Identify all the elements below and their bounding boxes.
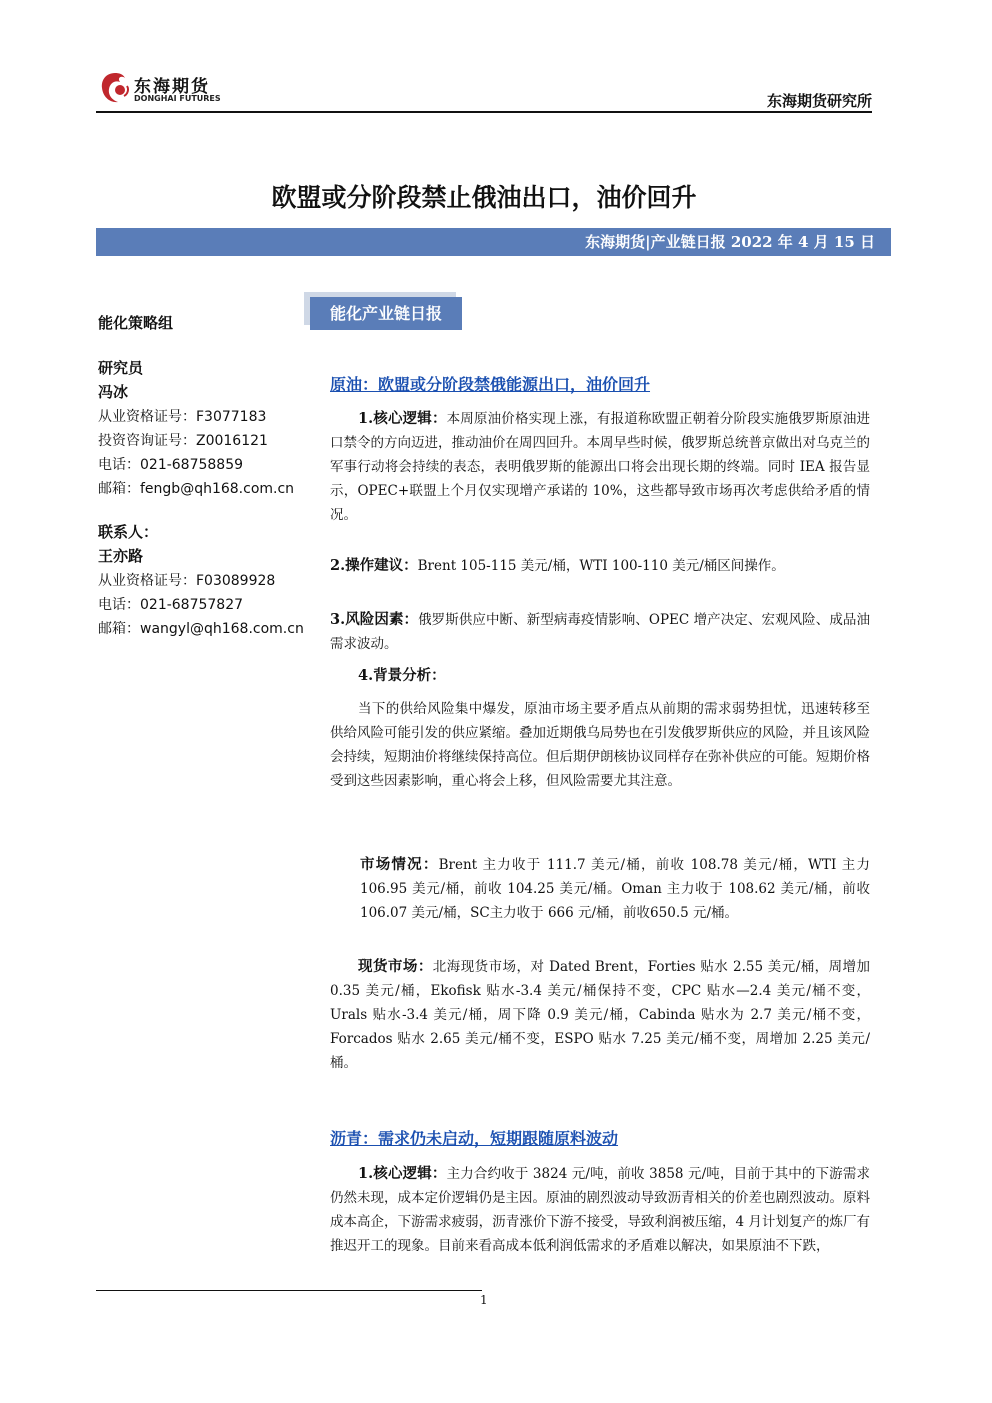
contact-license: 从业资格证号：F03089928 — [98, 573, 276, 589]
contact-label: 联系人： — [98, 523, 159, 541]
asphalt-core-logic — [330, 1162, 870, 1258]
crude-background-label: 4.背景分析： — [358, 667, 446, 684]
crude-background-heading — [330, 664, 870, 688]
crude-spot — [330, 955, 870, 1075]
logo-english-name: DONGHAI FUTURES — [134, 94, 221, 103]
crude-suggestion-text: Brent 105-115 美元/桶，WTI 100-110 美元/桶区间操作。 — [417, 558, 785, 574]
crude-suggestion-label: 2.操作建议： — [330, 557, 418, 574]
crude-core-logic — [330, 407, 870, 527]
contact-email[interactable]: 邮箱：wangyl@qh168.com.cn — [98, 621, 304, 637]
strategy-group: 能化策略组 — [98, 314, 174, 332]
header-divider — [96, 111, 872, 113]
crude-risk — [330, 608, 870, 656]
crude-spot-text: 北海现货市场，对 Dated Brent，Forties 贴水 2.55 美元/桶，周增加 0.35 美元/桶，Ekofisk 贴水-3.4 美元/桶保持不变，CPC 贴水—2.4 美元/桶不变，Urals 贴水-3.4 美元/桶，周下降 0.9 美元/桶，Cabinda 贴水为 2.7 美元/桶不变， Forcados 贴水 2.65 美元/桶不变，ESPO 贴水 7.25 美元/桶不变，周增加 2.25 美元/桶。 — [330, 959, 871, 1071]
researcher-label: 研究员 — [98, 359, 144, 377]
institute-name: 东海期货研究所 — [766, 92, 872, 110]
company-logo — [98, 70, 228, 108]
crude-core-logic-text: 本周原油价格实现上涨，有报道称欧盟正朝着分阶段实施俄罗斯原油进口禁令的方向迈进，推动油价在周四回升。本周早些时候，俄罗斯总统普京做出对乌克兰的军事行动将会持续的表态，表明俄罗斯的能源出口将会出现长期的终端。同时 IEA 报告显示，OPEC+联盟上个月仅实现增产承诺的 10%，这些都导致市场再次考虑供给矛盾的情况。 — [330, 411, 871, 523]
asphalt-core-logic-text: 主力合约收于 3824 元/吨，前收 3858 元/吨，目前于其中的下游需求仍然未现，成本定价逻辑仍是主因。原油的剧烈波动导致沥青相关的价差也剧烈波动。原料成本高企，下游需求疲弱，沥青涨价下游不接受，导致利润被压缩，4 月计划复产的炼厂有推迟开工的现象。目前来看高成本低利润低需求的矛盾难以解决，如果原油不下跌， — [330, 1166, 870, 1254]
crude-risk-label: 3.风险因素： — [330, 611, 419, 628]
crude-core-logic-label: 1.核心逻辑： — [358, 410, 447, 427]
report-type-tag: 能化产业链日报 — [310, 297, 462, 330]
dragon-logo-icon — [98, 70, 132, 106]
crude-risk-text: 俄罗斯供应中断、新型病毒疫情影响、OPEC 增产决定、宏观风险、成品油需求波动。 — [330, 612, 870, 652]
crude-market-label: 市场情况： — [360, 856, 439, 873]
page-number: 1 — [480, 1293, 488, 1307]
contact-phone: 电话：021-68757827 — [98, 597, 244, 613]
researcher-phone: 电话：021-68758859 — [98, 457, 244, 473]
footer-divider — [96, 1290, 482, 1291]
researcher-license: 从业资格证号：F3077183 — [98, 409, 267, 425]
report-title: 欧盟或分阶段禁止俄油出口，油价回升 — [271, 183, 697, 212]
crude-suggestion — [330, 554, 870, 578]
logo-chinese-name: 东海期货 — [134, 77, 210, 97]
researcher-email[interactable]: 邮箱：fengb@qh168.com.cn — [98, 481, 295, 497]
asphalt-core-logic-label: 1.核心逻辑： — [358, 1165, 447, 1182]
banner-text: 东海期货|产业链日报 2022 年 4 月 15 日 — [585, 233, 875, 251]
researcher-consult-license: 投资咨询证号：Z0016121 — [98, 433, 268, 449]
crude-market-text: Brent 主力收于 111.7 美元/桶，前收 108.78 美元/桶，WTI 主力 106.95 美元/桶，前收 104.25 美元/桶。Oman 主力收于 108.62 美元/桶，前收106.07 美元/桶，SC主力收于 666 元/桶，前收650.5 元/桶。 — [360, 857, 870, 921]
contact-name: 王亦路 — [98, 547, 144, 565]
crude-spot-label: 现货市场： — [358, 958, 433, 975]
crude-background-text: 当下的供给风险集中爆发，原油市场主要矛盾点从前期的需求弱势担忧，迅速转移至供给风险可能引发的供应紧缩。叠加近期俄乌局势也在引发俄罗斯供应的风险，并且该风险会持续，短期油价将继续保持高位。但后期伊朗核协议同样存在弥补供应的可能。短期价格受到这些因素影响，重心将会上移，但风险需要尤其注意。 — [330, 701, 870, 789]
researcher-name: 冯冰 — [98, 383, 129, 401]
asphalt-heading[interactable]: 沥青：需求仍未启动，短期跟随原料波动 — [330, 1129, 619, 1148]
report-banner — [96, 228, 891, 256]
crude-market — [330, 853, 870, 925]
crude-heading[interactable]: 原油：欧盟或分阶段禁俄能源出口，油价回升 — [330, 375, 651, 394]
